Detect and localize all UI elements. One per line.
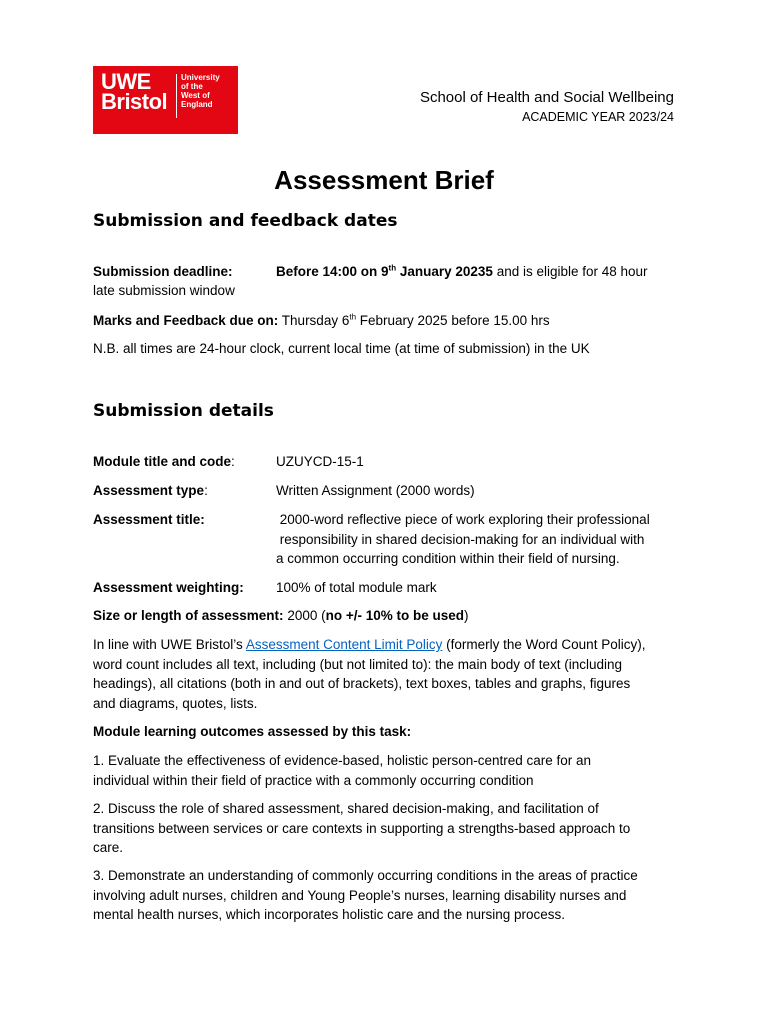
learning-outcome-1: 1. Evaluate the effectiveness of evidence-based, holistic person-centred care for an individual within their field of practice with a commonly occurring condition: [93, 753, 592, 788]
logo-university-name: University of the West of England: [181, 73, 220, 109]
module-label-line: Module title and code:: [93, 454, 235, 469]
module-label: Module title and code: [93, 454, 232, 469]
deadline-note: and is eligible for 48 hour: [492, 264, 648, 279]
title-label: Assessment title:: [93, 512, 205, 527]
feedback-label: Marks and Feedback due on:: [93, 313, 279, 328]
type-value: Written Assignment (2000 words): [276, 483, 475, 498]
logo-wordmark: UWE Bristol: [101, 69, 168, 114]
page-title: Assessment Brief: [274, 165, 494, 195]
deadline-value: Before 14:00 on 9th January 20235 and is eligible for 48 hour: [276, 263, 648, 279]
content-limit-policy-link[interactable]: Assessment Content Limit Policy: [245, 637, 443, 652]
deadline-label: Submission deadline:: [93, 264, 233, 279]
academic-year: ACADEMIC YEAR 2023/24: [522, 110, 674, 124]
section-heading-dates: Submission and feedback dates: [93, 211, 398, 231]
size-label: Size or length of assessment:: [93, 608, 284, 623]
weighting-label: Assessment weighting:: [93, 580, 244, 595]
type-label-line: Assessment type:: [93, 483, 208, 498]
module-code-value: UZUYCD-15-1: [276, 454, 364, 469]
learning-outcome-2: 2. Discuss the role of shared assessment, shared decision-making, and facilitation of transitions between services or care contexts in supporting a strengths-based approach to care.: [93, 801, 631, 855]
title-value: 2000-word reflective piece of work exploring their professional responsibility in shared decision-making for an individual with a common occurring condition within their field of nursing.: [276, 512, 650, 566]
uwe-bristol-logo: [93, 66, 238, 134]
section-heading-details: Submission details: [93, 401, 274, 421]
deadline-note-line2: late submission window: [93, 283, 235, 298]
school-name: School of Health and Social Wellbeing: [419, 89, 674, 106]
learning-outcome-3: 3. Demonstrate an understanding of commonly occurring conditions in the areas of practice involving adult nurses, children and Young People’s nurses, learning disability nurses and mental health nurses, which incorporates holistic care and the nursing process.: [93, 868, 638, 922]
logo-divider: [176, 74, 177, 118]
size-line: Size or length of assessment: 2000 (no +/- 10% to be used): [93, 608, 469, 623]
policy-paragraph: In line with UWE Bristol’s Assessment Content Limit Policy (formerly the Word Count Policy), word count includes all text, including (but not limited to): the main body of text (including headings), all citations (both in and out of brackets), text boxes, tables and graphs, figures and diagrams, quotes, lists.: [93, 637, 646, 711]
time-note: N.B. all times are 24-hour clock, current local time (at time of submission) in the UK: [93, 341, 590, 356]
feedback-line: Marks and Feedback due on: Thursday 6th February 2025 before 15.00 hrs: [93, 312, 550, 328]
weighting-value: 100% of total module mark: [276, 580, 437, 595]
type-label: Assessment type: [93, 483, 205, 498]
outcomes-heading: Module learning outcomes assessed by this task:: [93, 724, 412, 739]
